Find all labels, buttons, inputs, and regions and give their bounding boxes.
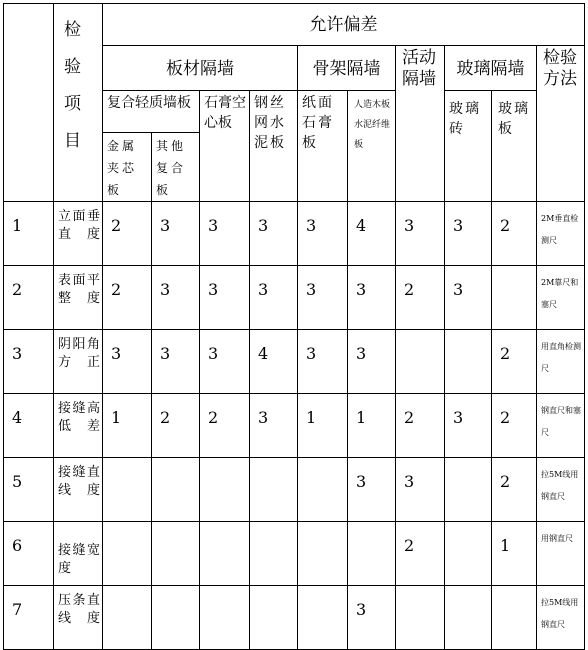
cell-value: 2 (152, 394, 200, 458)
table-row (4, 522, 585, 586)
header-metal-sandwich-board: 金属夹芯板 (103, 133, 152, 202)
cell-value: 3 (250, 394, 298, 458)
cell-value: 2 (103, 202, 152, 266)
cell-value: 3 (298, 330, 348, 394)
row-item: 立面垂直度 (54, 202, 103, 266)
table-row (4, 586, 585, 650)
cell-value (396, 330, 445, 394)
header-gypsum-hollow-board: 石膏空心板 (200, 91, 250, 202)
header-paper-gypsum-board: 纸面石膏板 (298, 91, 348, 202)
row-item: 接缝宽度 (54, 522, 103, 586)
cell-value (152, 586, 200, 650)
cell-value: 3 (445, 202, 492, 266)
cell-value: 2 (492, 330, 537, 394)
tolerance-table (3, 3, 585, 650)
cell-value (445, 330, 492, 394)
cell-value (396, 586, 445, 650)
cell-value: 3 (152, 266, 200, 330)
row-method: 用直角检测尺 (537, 330, 585, 394)
cell-value: 3 (200, 266, 250, 330)
cell-value: 2 (396, 266, 445, 330)
row-item: 阴阳角方正 (54, 330, 103, 394)
table-row (4, 394, 585, 458)
row-method: 2M靠尺和塞尺 (537, 266, 585, 330)
cell-value: 3 (348, 586, 396, 650)
row-method: 钢直尺和塞尺 (537, 394, 585, 458)
header-frame-partition: 骨架隔墙 (298, 46, 396, 91)
cell-value: 4 (348, 202, 396, 266)
header-item-col: 检 验 项 目 (54, 4, 103, 202)
header-steel-mesh-board: 钢丝网水泥板 (250, 91, 298, 202)
table-row (4, 458, 585, 522)
cell-value: 2 (396, 522, 445, 586)
cell-value (445, 458, 492, 522)
cell-value (298, 522, 348, 586)
cell-value (250, 586, 298, 650)
cell-value (200, 522, 250, 586)
header-glass-board: 玻璃板 (492, 91, 537, 202)
cell-value: 3 (250, 266, 298, 330)
cell-value (250, 458, 298, 522)
cell-value: 3 (348, 330, 396, 394)
cell-value (348, 522, 396, 586)
row-method: 拉5M线用钢直尺 (537, 458, 585, 522)
row-method: 用钢直尺 (537, 522, 585, 586)
cell-value: 3 (250, 202, 298, 266)
cell-value: 3 (200, 202, 250, 266)
cell-value (492, 266, 537, 330)
table-row (4, 202, 585, 266)
cell-value (298, 458, 348, 522)
cell-value: 3 (445, 266, 492, 330)
header-glass-brick: 玻璃砖 (445, 91, 492, 202)
cell-value: 2 (492, 458, 537, 522)
cell-value: 3 (396, 202, 445, 266)
row-number: 3 (4, 330, 54, 394)
cell-value (152, 458, 200, 522)
header-board-partition: 板材隔墙 (103, 46, 298, 91)
header-artificial-board: 人造木板水泥纤维板 (348, 91, 396, 202)
cell-value: 2 (492, 394, 537, 458)
cell-value: 2 (103, 266, 152, 330)
cell-value: 3 (200, 330, 250, 394)
cell-value (298, 586, 348, 650)
cell-value: 3 (348, 266, 396, 330)
cell-value: 4 (250, 330, 298, 394)
cell-value: 2 (200, 394, 250, 458)
cell-value: 1 (348, 394, 396, 458)
cell-value: 1 (103, 394, 152, 458)
cell-value: 3 (348, 458, 396, 522)
cell-value (103, 522, 152, 586)
cell-value (200, 458, 250, 522)
cell-value (152, 522, 200, 586)
table-row (4, 266, 585, 330)
row-number: 4 (4, 394, 54, 458)
row-item: 压条直线度 (54, 586, 103, 650)
row-method: 拉5M线用钢直尺 (537, 586, 585, 650)
cell-value: 3 (298, 266, 348, 330)
row-number: 1 (4, 202, 54, 266)
cell-value: 3 (152, 330, 200, 394)
cell-value: 2 (492, 202, 537, 266)
cell-value: 3 (152, 202, 200, 266)
cell-value: 3 (445, 394, 492, 458)
cell-value: 3 (103, 330, 152, 394)
cell-value: 2 (396, 394, 445, 458)
cell-value (445, 586, 492, 650)
row-item: 接缝直线度 (54, 458, 103, 522)
row-item: 接缝高低差 (54, 394, 103, 458)
header-other-composite-board: 其他复合板 (152, 133, 200, 202)
row-number: 7 (4, 586, 54, 650)
cell-value (250, 522, 298, 586)
table-row (4, 330, 585, 394)
row-item: 表面平整度 (54, 266, 103, 330)
cell-value: 1 (298, 394, 348, 458)
cell-value (445, 522, 492, 586)
cell-value (200, 586, 250, 650)
cell-value (492, 586, 537, 650)
cell-value: 3 (396, 458, 445, 522)
header-number-col (4, 4, 54, 202)
header-composite-board: 复合轻质墙板 (103, 91, 200, 133)
row-number: 2 (4, 266, 54, 330)
header-movable-partition: 活动隔墙 (396, 46, 445, 202)
header-glass-partition: 玻璃隔墙 (445, 46, 537, 91)
header-tolerance: 允许偏差 (103, 4, 585, 46)
cell-value: 3 (298, 202, 348, 266)
row-number: 6 (4, 522, 54, 586)
header-method: 检验方法 (537, 46, 585, 202)
cell-value (103, 586, 152, 650)
cell-value (103, 458, 152, 522)
row-method: 2M垂直检测尺 (537, 202, 585, 266)
cell-value: 1 (492, 522, 537, 586)
row-number: 5 (4, 458, 54, 522)
